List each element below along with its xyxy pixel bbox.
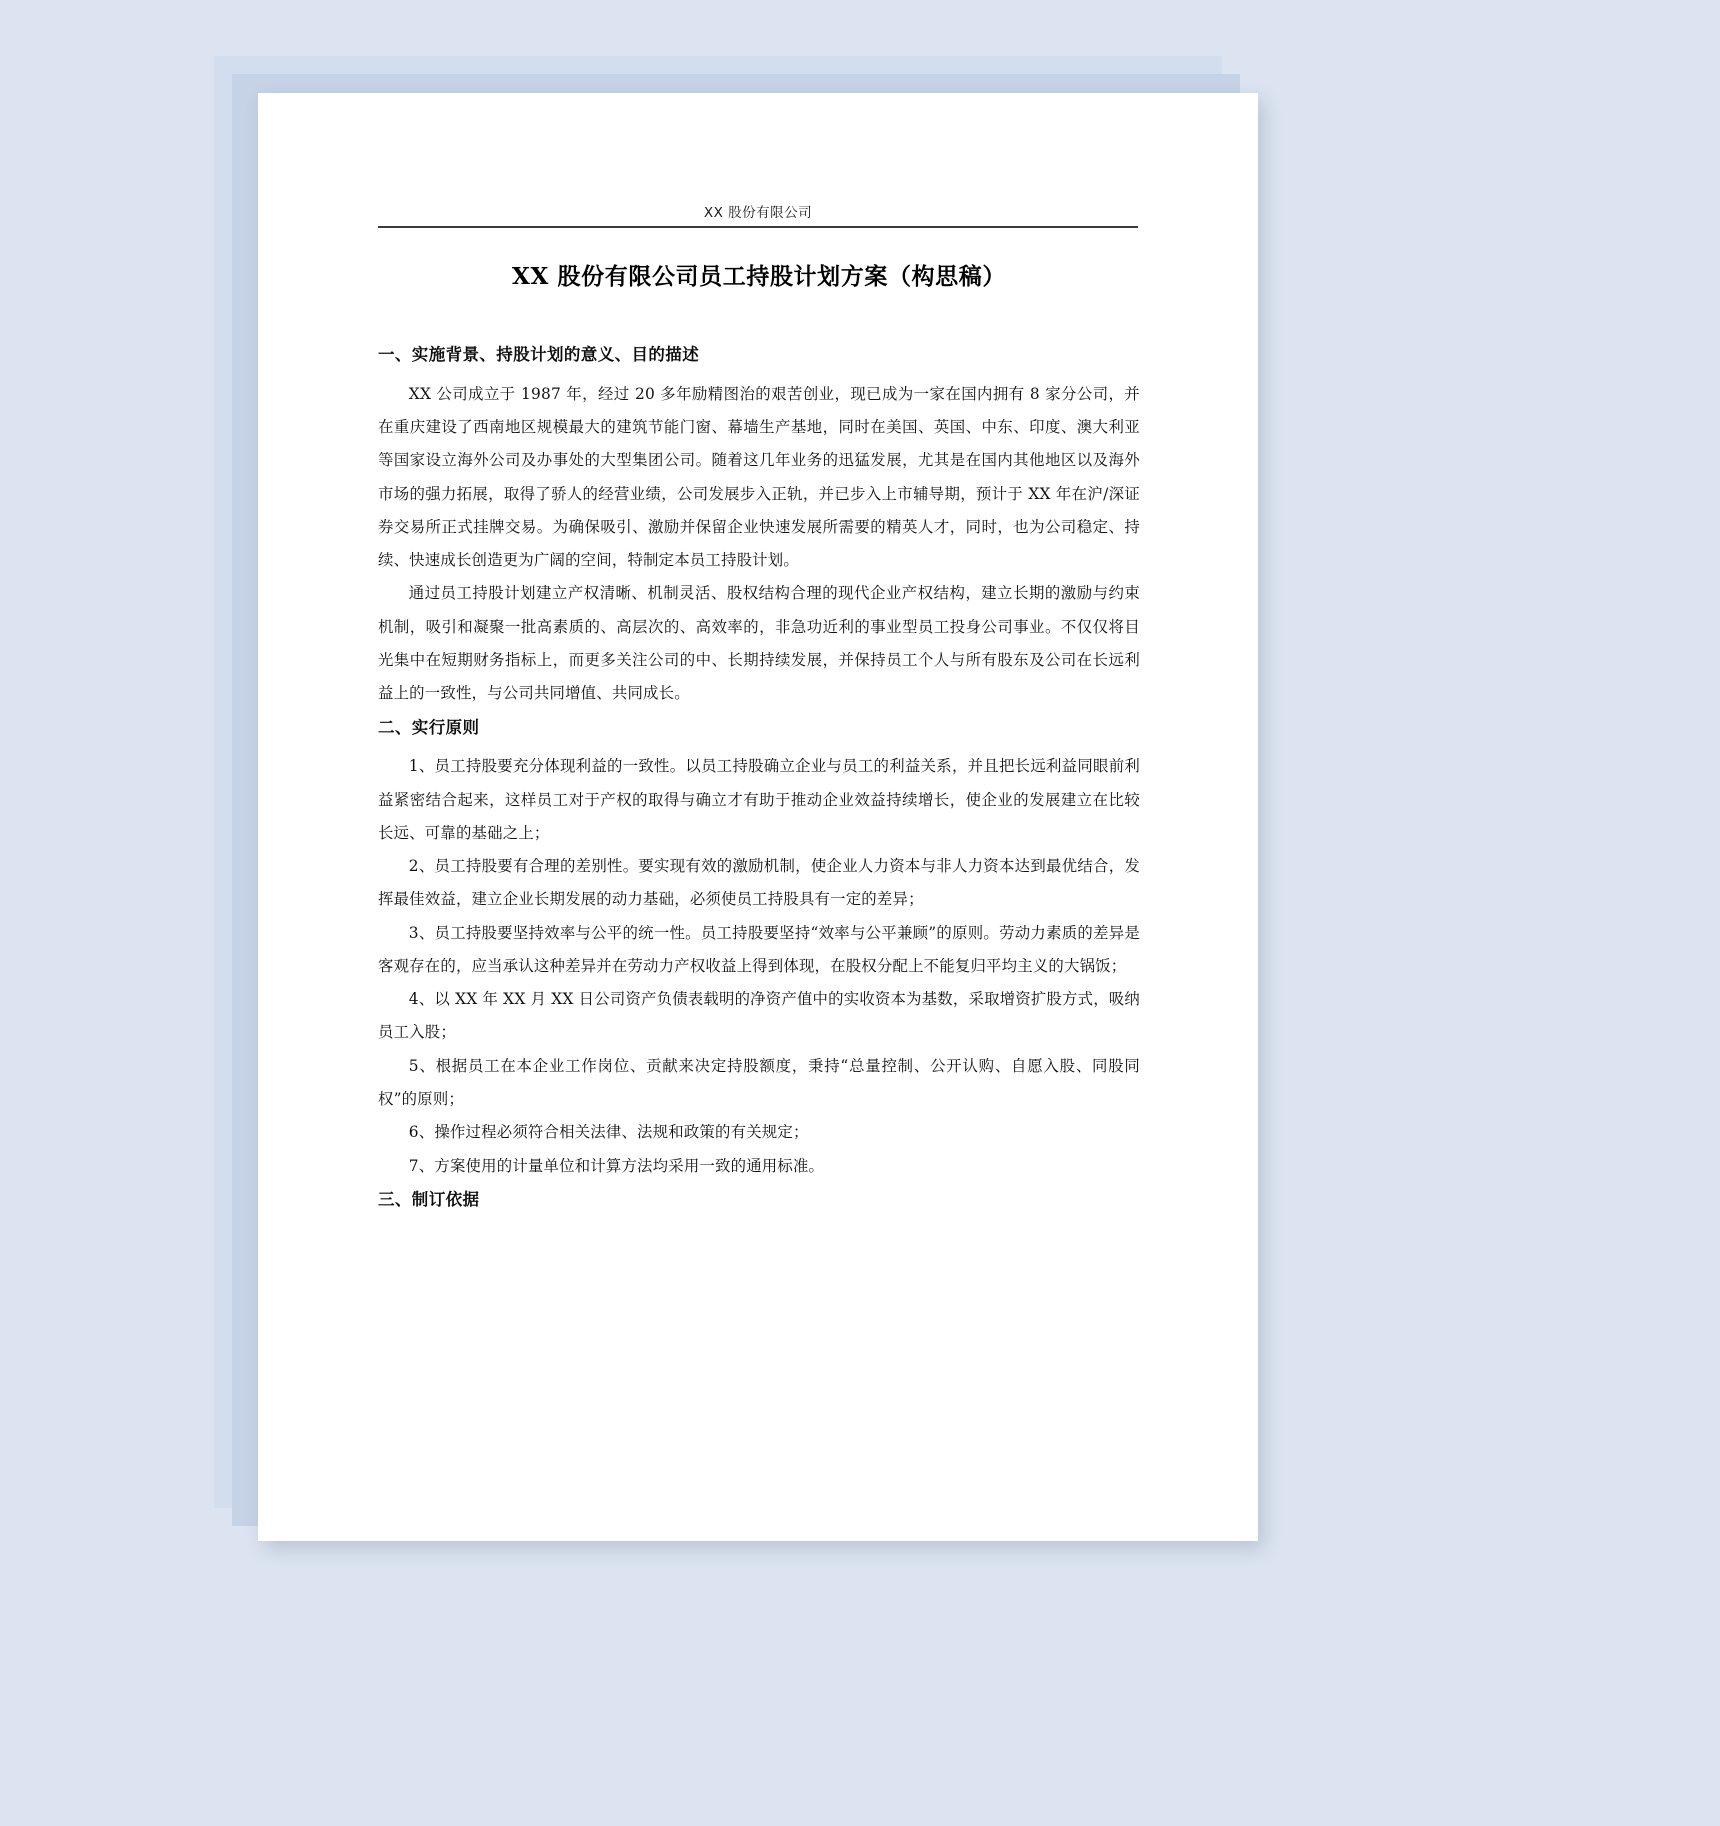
document-page-inner <box>258 93 1258 1541</box>
section-2-item-6: 6、操作过程必须符合相关法律、法规和政策的有关规定； <box>408 1123 809 1142</box>
section-2-item-1: 1、员工持股要充分体现利益的一致性。以员工持股确立企业与员工的利益关系，并且把长远利益同眼前利益紧密结合起来，这样员工对于产权的取得与确立才有助于推动企业效益持续增长，使企业的发展建立在比较长远、可靠的基础之上； <box>378 757 1140 842</box>
section-heading-3: 三、制订依据 <box>378 1189 480 1209</box>
section-1-paragraph-2: 通过员工持股计划建立产权清晰、机制灵活、股权结构合理的现代企业产权结构，建立长期的激励与约束机制，吸引和凝聚一批高素质的、高层次的、高效率的，非急功近利的事业型员工投身公司事业。不仅仅将目光集中在短期财务指标上，而更多关注公司的中、长期持续发展，并保持员工个人与所有股东及公司在长远利益上的一致性，与公司共同增值、共同成长。 <box>378 584 1140 703</box>
section-2-item-2: 2、员工持股要有合理的差别性。要实现有效的激励机制，使企业人力资本与非人力资本达到最优结合，发挥最佳效益，建立企业长期发展的动力基础，必须使员工持股具有一定的差异； <box>378 857 1140 909</box>
section-2-item-5: 5、根据员工在本企业工作岗位、贡献来决定持股额度，秉持“总量控制、公开认购、自愿入股、同股同权”的原则； <box>378 1056 1140 1108</box>
document-title: XX 股份有限公司员工持股计划方案（构思稿） <box>512 263 1006 290</box>
header-divider-rule <box>378 226 1138 228</box>
section-1-paragraph-1: XX 公司成立于 1987 年，经过 20 多年励精图治的艰苦创业，现已成为一家在国内拥有 8 家分公司，并在重庆建设了西南地区规模最大的建筑节能门窗、幕墙生产基地，同时在美国、英国、中东、印度、澳大利亚等国家设立海外公司及办事处的大型集团公司。随着这几年业务的迅猛发展，尤其是在国内其他地区以及海外市场的强力拓展，取得了骄人的经营业绩，公司发展步入正轨，并已步入上市辅导期，预计于 XX 年在沪/深证券交易所正式挂牌交易。为确保吸引、激励并保留企业快速发展所需要的精英人才，同时，也为公司稳定、持续、快速成长创造更为广阔的空间，特制定本员工持股计划。 <box>378 384 1140 570</box>
section-heading-1: 一、实施背景、持股计划的意义、目的描述 <box>378 345 700 365</box>
section-heading-2: 二、实行原则 <box>378 717 480 737</box>
section-2-item-4: 4、以 XX 年 XX 月 XX 日公司资产负债表载明的净资产值中的实收资本为基数，采取增资扩股方式，吸纳员工入股； <box>378 990 1140 1042</box>
document-body <box>378 261 1140 1223</box>
section-2-item-7: 7、方案使用的计量单位和计算方法均采用一致的通用标准。 <box>408 1156 825 1175</box>
section-2-item-3: 3、员工持股要坚持效率与公平的统一性。员工持股要坚持“效率与公平兼顾”的原则。劳动力素质的差异是客观存在的，应当承认这种差异并在劳动力产权收益上得到体现，在股权分配上不能复归平均主义的大锅饭； <box>378 923 1140 975</box>
document-page <box>258 93 1258 1541</box>
running-header: XX 股份有限公司 <box>703 205 813 221</box>
